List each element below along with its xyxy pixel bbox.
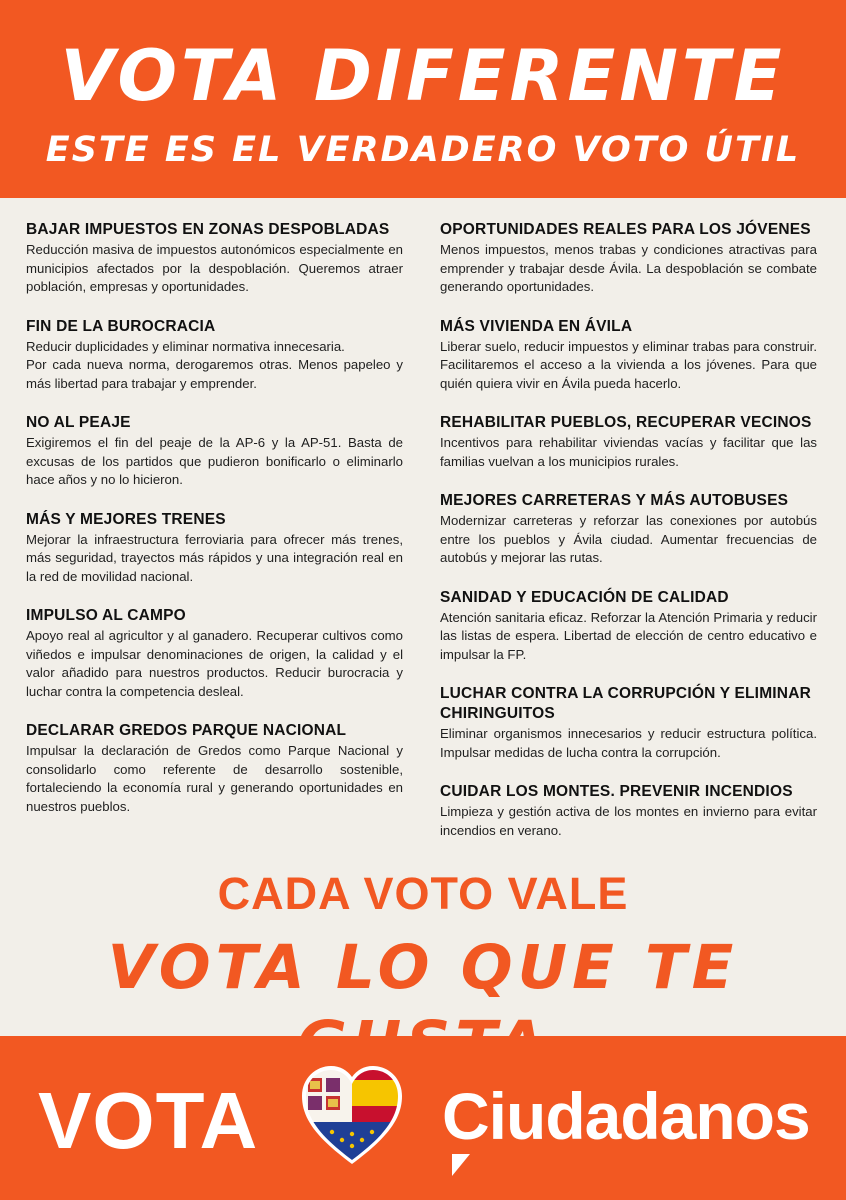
proposal-title: DECLARAR GREDOS PARQUE NACIONAL: [26, 722, 347, 739]
page-subtitle: ESTE ES EL VERDADERO VOTO ÚTIL: [45, 130, 801, 170]
proposal-body: Modernizar carreteras y reforzar las conexiones por autobús entre los pueblos y Ávila ciudad. Aumentar frecuencias de autobús y mejorar las rutas.: [440, 513, 817, 565]
proposal-item: [26, 413, 403, 490]
proposal-title: REHABILITAR PUEBLOS, RECUPERAR VECINOS: [440, 414, 812, 431]
proposal-title: OPORTUNIDADES REALES PARA LOS JÓVENES: [440, 221, 811, 238]
proposal-body: Eliminar organismos innecesarios y reducir estructura política. Impulsar medidas de lucha contra la corrupción.: [440, 726, 817, 760]
proposal-title: SANIDAD Y EDUCACIÓN DE CALIDAD: [440, 588, 729, 606]
proposal-item: [26, 721, 403, 816]
proposal-item: [440, 491, 817, 568]
proposal-item: [440, 782, 817, 840]
page-title: VOTA DIFERENTE: [60, 35, 786, 117]
proposal-body: Atención sanitaria eficaz. Reforzar la Atención Primaria y reducir las listas de espera. Libertad de elección de centro educativo e impulsar la FP.: [440, 609, 817, 662]
proposal-body: Liberar suelo, reducir impuestos y eliminar trabas para construir. Facilitaremos el acceso a la vivienda a los jóvenes. Para que quién quiera vivir en Ávila pueda hacerlo.: [440, 338, 817, 391]
proposal-body: Menos impuestos, menos trabas y condiciones atractivas para emprender y trabajar desde Ávila. La despoblación se combate generando oportunidades.: [440, 242, 817, 294]
proposal-body: Incentivos para rehabilitar viviendas vacías y facilitar que las familias vuelvan a los municipios rurales.: [440, 435, 817, 469]
proposal-body: Mejorar la infraestructura ferroviaria para ofrecer más trenes, más seguridad, trayectos más rápidos y una integración real en la red de movilidad nacional.: [26, 531, 403, 584]
proposal-body: Exigiremos el fin del peaje de la AP-6 y la AP-51. Basta de excusas de los partidos que pudieron bonificarlo o eliminarlo hace años y no lo hicieron.: [26, 435, 403, 487]
proposal-item: [440, 220, 817, 297]
left-column: [26, 220, 403, 836]
proposal-item: [26, 317, 403, 394]
proposal-item: [440, 413, 817, 471]
proposal-title: MÁS Y MEJORES TRENES: [26, 510, 226, 528]
proposal-body: Reducir duplicidades y eliminar normativa innecesaria.: [26, 338, 345, 354]
proposal-item: [26, 220, 403, 297]
footer-vota-text: VOTA: [38, 1076, 259, 1165]
proposal-title: NO AL PEAJE: [26, 414, 131, 431]
proposal-title: CUIDAR LOS MONTES. PREVENIR INCENDIOS: [440, 783, 793, 800]
proposal-item: [26, 606, 403, 701]
proposal-item: [26, 510, 403, 587]
right-column: [440, 220, 817, 860]
proposal-item: [440, 684, 817, 762]
proposal-item: [440, 588, 817, 665]
proposal-body-extra: Por cada nueva norma, derogaremos otras. Menos papeleo y más libertad para trabajar y emprender.: [26, 357, 403, 391]
footer-banner: [0, 1036, 846, 1200]
proposal-title: BAJAR IMPUESTOS EN ZONAS DESPOBLADAS: [26, 221, 390, 238]
header-banner: [0, 0, 846, 198]
cta-headline: CADA VOTO VALE: [217, 868, 629, 919]
proposal-body: Impulsar la declaración de Gredos como Parque Nacional y consolidarlo como referente de desarrollo sostenible, fortaleciendo la economía rural y generando oportunidades en nuestros pueblos.: [26, 743, 403, 814]
flags-heart-icon: [300, 1064, 404, 1168]
proposal-item: [440, 317, 817, 394]
proposal-body: Apoyo real al agricultor y al ganadero. Recuperar cultivos como viñedos e impulsar denominaciones de origen, la calidad y el valor añadido para nuestros productos. Reducir burocracia y luchar contra la competencia desleal.: [26, 628, 403, 699]
proposal-title: MEJORES CARRETERAS Y MÁS AUTOBUSES: [440, 492, 789, 509]
logo-mark-icon: [452, 1154, 470, 1176]
proposal-title: IMPULSO AL CAMPO: [26, 607, 186, 624]
ciudadanos-logo: Ciudadanos: [442, 1079, 810, 1153]
proposal-body: Reducción masiva de impuestos autonómicos especialmente en municipios afectados por la despoblación. Queremos atraer población, empresas y oportunidades.: [26, 242, 403, 294]
proposal-body: Limpieza y gestión activa de los montes en invierno para evitar incendios en verano.: [440, 804, 817, 838]
proposal-title: LUCHAR CONTRA LA CORRUPCIÓN Y ELIMINAR CHIRINGUITOS: [440, 685, 811, 722]
cta-slogan: VOTA LO QUE TE: [107, 932, 739, 1003]
proposal-title: FIN DE LA BUROCRACIA: [26, 317, 216, 335]
proposal-title: MÁS VIVIENDA EN ÁVILA: [440, 317, 633, 335]
